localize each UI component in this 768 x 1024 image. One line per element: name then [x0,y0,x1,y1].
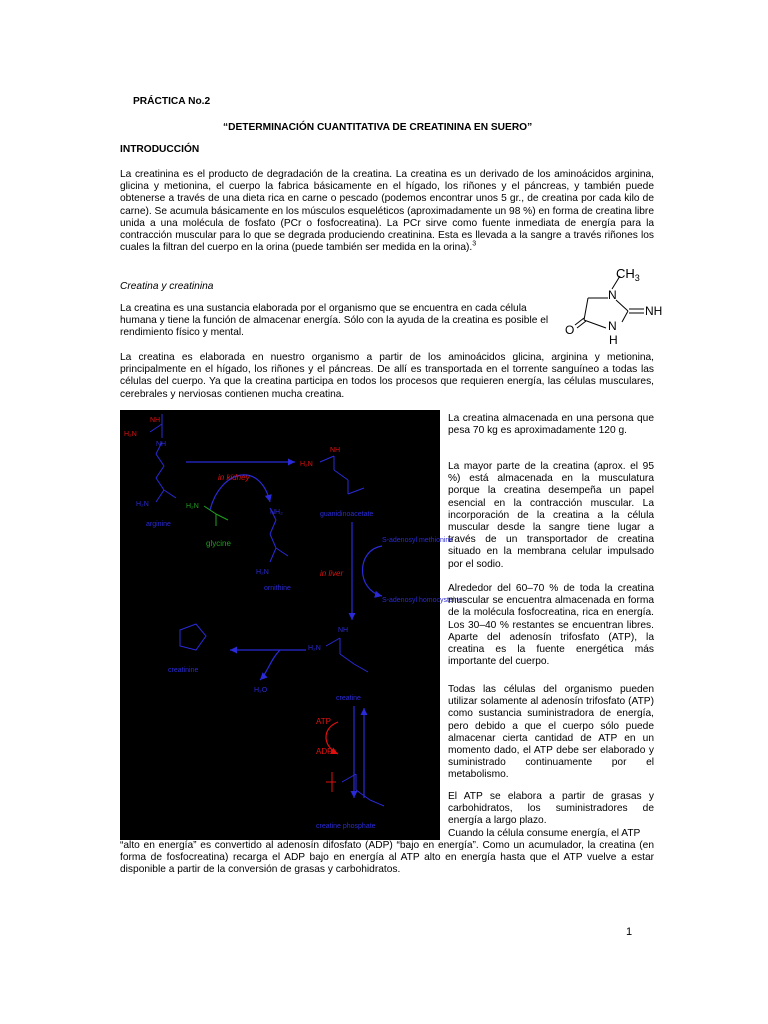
main-title: “DETERMINACIÓN CUANTITATIVA DE CREATININA EN SUERO” [223,122,533,133]
para-60-70: Alrededor del 60–70 % de toda la creatina muscular se encuentra almacenada en forma de la molécula fosfocreatina, rica en energía. Los 30–40 % restantes se encuentran libres. Aparte del adenosín trifosfato (ATP), la creatina es la fuente energética más importante del cuerpo. [448,583,654,668]
creatinine-ring [180,624,206,650]
diagram-sah: S-adenosyl homocysteine [382,597,463,604]
ornithine-skeleton [270,508,288,562]
diagram-in-kidney: in kidney [218,473,250,482]
para-creatine-made: La creatina es elaborada en nuestro organismo a partir de los aminoácidos glicina, arginina y metionina, principalmente en el hígado, los riñones y el páncreas. De allí es transportada en el torrente sanguíneo a todas las células del cuerpo. Ya que la creatina participa en todos los procesos que requieren energía, las células musculares, cerebrales y nerviosas contienen mucha creatina. [120,352,654,400]
diagram-h2n-top: H₂N [124,431,137,438]
diagram-glycine-label: glycine [206,539,231,548]
diagram-nh-mid: NH [156,441,167,448]
diagram-creatine-nh: NH [338,627,349,634]
subheading: Creatina y creatinina [120,281,214,292]
diagram-phosphocreatine-label: creatine phosphate [316,823,376,830]
glycine-skeleton [204,506,228,526]
diagram-orn-h2n: H₂N [256,569,269,576]
diagram-gaa-label: guanidinoacetate [320,511,374,518]
diagram-atp: ATP [316,717,331,726]
citation-superscript: 3 [472,240,477,248]
para-creatine-substance: La creatina es una sustancia elaborada por el organismo que se encuentra en cada célula humana y tiene la función de almacenar energía. Sólo con la ayuda de la creatina es posible el rendimiento físico y mental. [120,303,549,339]
creatinine-structure [560,262,670,348]
creatine-skeleton [326,638,368,672]
para-70kg: La creatina almacenada en una persona que pesa 70 kg es aproximadamente 120 g. [448,413,654,437]
diagram-arginine-label: arginine [146,521,171,528]
h-bottom-label: H [609,333,618,347]
arrow-h2o-curve [260,650,280,680]
practice-title: PRÁCTICA No.2 [133,96,211,107]
para-atp-cells: Todas las células del organismo pueden utilizar solamente al adenosín trifosfato (ATP) como sustancia suministradora de energía, pero debido a que el cuerpo sólo puede almacenar cierta cantidad de ATP en un momento dado, el ATP debe ser elaborado y suministrado continuamente por el metabolismo. [448,684,654,781]
phosphate-group [326,772,336,792]
n-bottom-label: N [608,319,617,333]
diagram-nh-top: NH [150,417,161,424]
diagram-svg [120,410,463,840]
diagram-sam: S-adenosyl methionine [382,537,454,544]
creatine-biosynthesis-diagram [120,410,463,840]
arrow-sam-curve [363,546,383,596]
para-atp-made: El ATP se elabora a partir de grasas y carbohidratos, los suministradores de energía a largo plazo. [448,791,654,827]
diagram-h2n-arg: H₂N [136,501,149,508]
diagram-h2o: H₂O [254,687,268,694]
diagram-gaa-h2n: H₂N [300,461,313,468]
n-top-label: N [608,288,617,302]
intro-text: La creatinina es el producto de degradación de la creatina. La creatina es un derivado de los aminoácidos arginina, glicina y metionina, el cuerpo la fabrica básicamente en el hígado, los riñones y el páncreas, y también puede obtenerse a través de una dieta rica en carne o pescado (podemos encontrar unos 5 gr., de creatina por cada kilo de carne). Se acumula básicamente en los músculos esqueléticos (aproximadamente un 98 %) en forma de creatina libre unida a una molécula de fosfato (PCr o fosfocreatina). La PCr sirve como fuente inmediata de energía para la contracción muscular para lo que se degrada produciendo creatinina. Esta es llevada a la sangre a través riñones los cuales la filtran del cuerpo en la orina (puede también ser medida en la orina). [120,169,654,254]
oxygen-label: O [565,323,575,337]
para-95: La mayor parte de la creatina (aprox. el 95 %) está almacenada en la musculatura porque la creatina desempeña un papel esencial en la contracción muscular. La incorporación de la creatina a la célula muscular desde la sangre tiene lugar a través de un transportador de creatina situado en la membrana celular impulsado por el sodio. [448,461,654,570]
diagram-creatine-h2n: H₂N [308,645,321,652]
diagram-in-liver: in liver [320,569,344,578]
diagram-orn-nh2: NH₂ [270,509,283,516]
intro-paragraph [120,169,654,254]
phosphocreatine-skeleton [342,774,384,806]
para-cell-consumes-rest: “alto en energía” es convertido al adenosín difosfato (ADP) “bajo en energía”. Como un acumulador, la creatina (en forma de fosfocreatina) recarga el ADP bajo en energía al ATP alto en energía hasta que el ATP vuelve a estar disponible a partir de la conversión de grasas y carbohidratos. [120,840,654,876]
section-heading: INTRODUCCIÓN [120,144,200,155]
methyl-label: $CH_3$ [616,266,640,283]
para-cell-consumes-line1: Cuando la célula consume energía, el ATP [448,828,641,839]
diagram-creatine-label: creatine [336,695,361,702]
imine-label: NH [645,304,663,318]
diagram-ornithine-label: ornithine [264,585,291,592]
diagram-glycine-h2n: H₂N [186,503,199,510]
diagram-gaa-nh: NH [330,447,341,454]
diagram-creatinine-label: creatinine [168,667,199,674]
diagram-adp: ADP [316,747,333,756]
gaa-skeleton [320,456,364,494]
page-number: 1 [626,926,633,938]
arginine-skeleton [150,414,176,502]
